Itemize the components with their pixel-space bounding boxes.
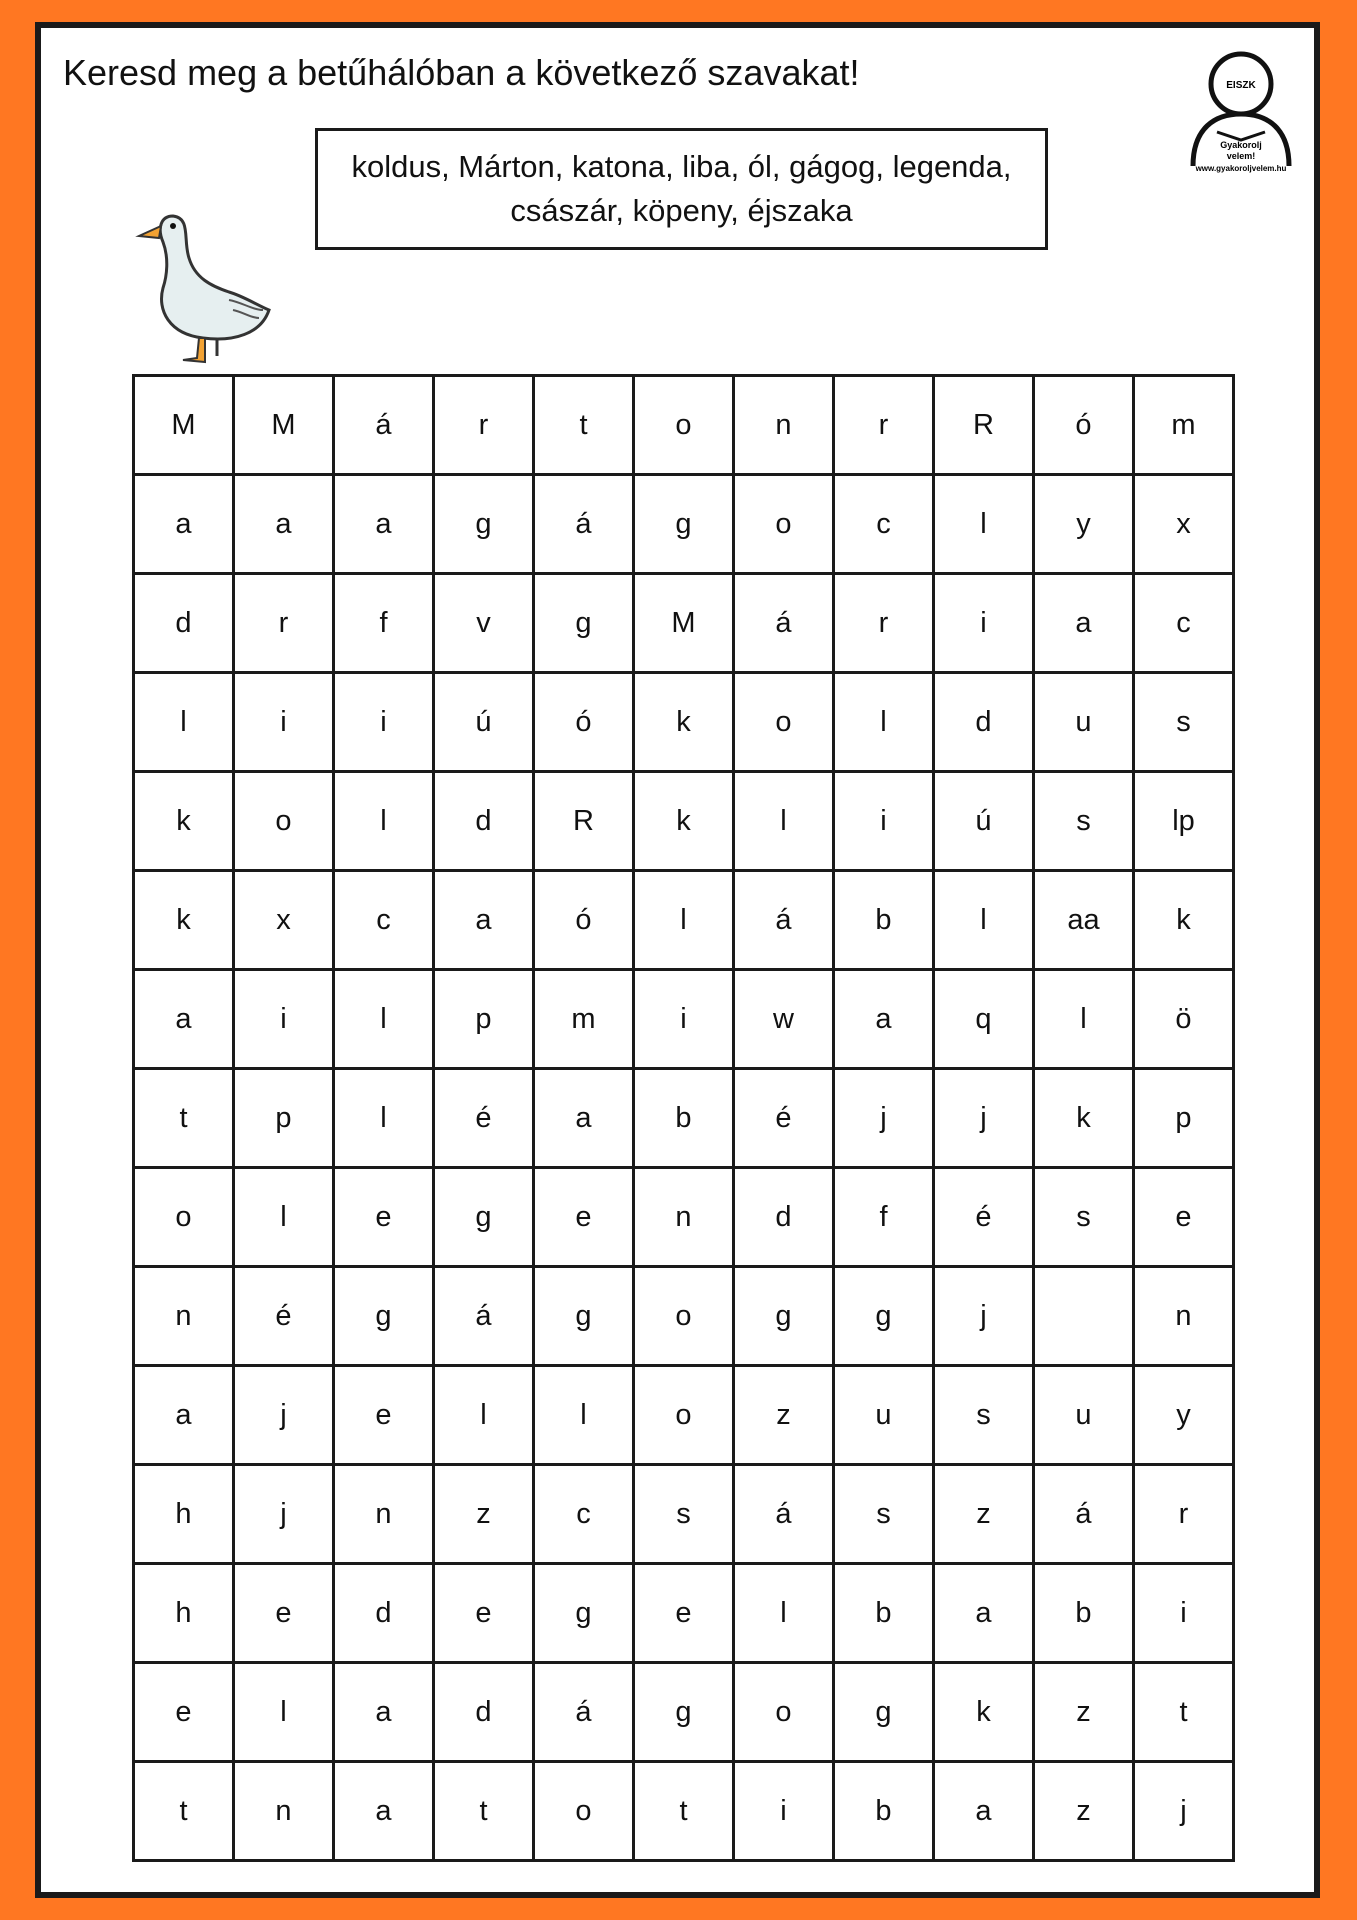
grid-cell: i <box>734 1762 834 1861</box>
grid-cell: l <box>934 871 1034 970</box>
grid-cell: t <box>534 376 634 475</box>
grid-cell: k <box>634 673 734 772</box>
grid-cell: l <box>434 1366 534 1465</box>
grid-cell: á <box>734 871 834 970</box>
grid-cell: z <box>1034 1762 1134 1861</box>
grid-cell: aa <box>1034 871 1134 970</box>
grid-cell: o <box>634 1366 734 1465</box>
grid-cell: n <box>1134 1267 1234 1366</box>
grid-row <box>134 1069 1234 1168</box>
grid-cell: r <box>834 574 934 673</box>
grid-cell: l <box>734 1564 834 1663</box>
grid-cell: g <box>334 1267 434 1366</box>
grid-cell: g <box>434 1168 534 1267</box>
grid-cell: ö <box>1134 970 1234 1069</box>
grid-cell: h <box>134 1564 234 1663</box>
grid-row <box>134 772 1234 871</box>
word-list-box <box>315 128 1048 250</box>
grid-cell: g <box>634 1663 734 1762</box>
grid-cell: e <box>1134 1168 1234 1267</box>
grid-cell: l <box>1034 970 1134 1069</box>
grid-cell: q <box>934 970 1034 1069</box>
grid-cell: h <box>134 1465 234 1564</box>
grid-row <box>134 574 1234 673</box>
goose-icon <box>133 188 283 368</box>
grid-cell: i <box>334 673 434 772</box>
grid-cell: l <box>134 673 234 772</box>
grid-cell: l <box>334 970 434 1069</box>
grid-cell: k <box>1134 871 1234 970</box>
grid-cell: ó <box>534 871 634 970</box>
grid-cell: n <box>334 1465 434 1564</box>
grid-cell: lp <box>1134 772 1234 871</box>
grid-row <box>134 673 1234 772</box>
grid-cell: l <box>234 1663 334 1762</box>
grid-cell: z <box>1034 1663 1134 1762</box>
grid-cell: c <box>834 475 934 574</box>
grid-cell: k <box>134 871 234 970</box>
grid-cell: b <box>834 871 934 970</box>
grid-cell: u <box>1034 673 1134 772</box>
grid-cell: n <box>634 1168 734 1267</box>
grid-cell: j <box>934 1267 1034 1366</box>
grid-cell: g <box>534 1564 634 1663</box>
grid-cell: u <box>834 1366 934 1465</box>
grid-cell: l <box>934 475 1034 574</box>
grid-cell: l <box>634 871 734 970</box>
word-list-line-2: császár, köpeny, éjszaka <box>510 193 853 228</box>
grid-cell: s <box>834 1465 934 1564</box>
logo-url: www.gyakoroljvelem.hu <box>1195 164 1287 173</box>
grid-cell: d <box>134 574 234 673</box>
grid-cell: a <box>1034 574 1134 673</box>
grid-cell: j <box>834 1069 934 1168</box>
grid-cell: g <box>734 1267 834 1366</box>
grid-cell: e <box>334 1366 434 1465</box>
grid-cell: x <box>234 871 334 970</box>
grid-cell: a <box>134 970 234 1069</box>
grid-cell: z <box>934 1465 1034 1564</box>
grid-cell: r <box>234 574 334 673</box>
grid-cell: ó <box>1034 376 1134 475</box>
grid-cell: M <box>134 376 234 475</box>
grid-cell: a <box>334 1762 434 1861</box>
grid-cell: s <box>934 1366 1034 1465</box>
grid-cell: b <box>834 1564 934 1663</box>
grid-cell: i <box>1134 1564 1234 1663</box>
grid-row <box>134 376 1234 475</box>
grid-row <box>134 1168 1234 1267</box>
grid-cell: o <box>734 673 834 772</box>
grid-cell: á <box>534 475 634 574</box>
grid-cell: e <box>134 1663 234 1762</box>
grid-cell: o <box>134 1168 234 1267</box>
grid-cell: j <box>234 1366 334 1465</box>
grid-cell: c <box>1134 574 1234 673</box>
grid-cell: g <box>534 1267 634 1366</box>
grid-cell: e <box>234 1564 334 1663</box>
grid-cell: n <box>734 376 834 475</box>
grid-cell: n <box>234 1762 334 1861</box>
grid-cell: y <box>1034 475 1134 574</box>
grid-cell: p <box>434 970 534 1069</box>
grid-cell: a <box>934 1564 1034 1663</box>
grid-cell: l <box>234 1168 334 1267</box>
grid-cell: R <box>934 376 1034 475</box>
grid-cell: i <box>234 673 334 772</box>
grid-cell: á <box>434 1267 534 1366</box>
grid-cell: ú <box>434 673 534 772</box>
grid-cell: w <box>734 970 834 1069</box>
grid-cell: a <box>134 1366 234 1465</box>
grid-row <box>134 970 1234 1069</box>
grid-row <box>134 1762 1234 1861</box>
grid-cell: a <box>234 475 334 574</box>
grid-cell: y <box>1134 1366 1234 1465</box>
grid-cell: v <box>434 574 534 673</box>
grid-cell: d <box>434 772 534 871</box>
grid-cell: b <box>1034 1564 1134 1663</box>
grid-cell: p <box>234 1069 334 1168</box>
grid-row <box>134 1663 1234 1762</box>
grid-cell: o <box>534 1762 634 1861</box>
grid-cell: b <box>634 1069 734 1168</box>
grid-cell: c <box>534 1465 634 1564</box>
grid-cell: s <box>1034 772 1134 871</box>
grid-cell: ú <box>934 772 1034 871</box>
grid-cell: j <box>934 1069 1034 1168</box>
grid-cell: t <box>134 1069 234 1168</box>
grid-cell: l <box>534 1366 634 1465</box>
grid-row <box>134 1564 1234 1663</box>
grid-row <box>134 1267 1234 1366</box>
grid-cell: ó <box>534 673 634 772</box>
grid-cell: i <box>634 970 734 1069</box>
grid-cell: t <box>434 1762 534 1861</box>
grid-cell: a <box>134 475 234 574</box>
grid-cell: é <box>434 1069 534 1168</box>
logo-line-2: velem! <box>1226 151 1256 161</box>
word-search-grid <box>132 374 1235 1862</box>
grid-cell: s <box>634 1465 734 1564</box>
grid-cell: a <box>334 475 434 574</box>
grid-cell: e <box>334 1168 434 1267</box>
grid-cell: á <box>734 1465 834 1564</box>
grid-cell: t <box>634 1762 734 1861</box>
worksheet-page <box>35 22 1320 1898</box>
grid-cell: l <box>334 772 434 871</box>
grid-cell: á <box>734 574 834 673</box>
grid-cell: d <box>434 1663 534 1762</box>
grid-cell: M <box>634 574 734 673</box>
grid-cell: a <box>834 970 934 1069</box>
grid-cell: l <box>334 1069 434 1168</box>
grid-cell: e <box>634 1564 734 1663</box>
grid-cell: z <box>734 1366 834 1465</box>
grid-cell: r <box>834 376 934 475</box>
grid-cell: d <box>734 1168 834 1267</box>
grid-cell: i <box>234 970 334 1069</box>
grid-cell: a <box>534 1069 634 1168</box>
grid-cell: k <box>634 772 734 871</box>
grid-cell: r <box>434 376 534 475</box>
grid-cell: u <box>1034 1366 1134 1465</box>
grid-cell: e <box>534 1168 634 1267</box>
grid-cell: a <box>434 871 534 970</box>
grid-cell: j <box>234 1465 334 1564</box>
grid-cell: g <box>634 475 734 574</box>
grid-cell: b <box>834 1762 934 1861</box>
grid-cell <box>1034 1267 1134 1366</box>
grid-cell: m <box>534 970 634 1069</box>
grid-cell: f <box>834 1168 934 1267</box>
grid-cell: x <box>1134 475 1234 574</box>
grid-cell: s <box>1034 1168 1134 1267</box>
grid-cell: k <box>934 1663 1034 1762</box>
grid-cell: l <box>834 673 934 772</box>
grid-cell: p <box>1134 1069 1234 1168</box>
word-list-line-1: koldus, Márton, katona, liba, ól, gágog, legenda, <box>351 149 1012 184</box>
grid-cell: r <box>1134 1465 1234 1564</box>
grid-cell: o <box>734 475 834 574</box>
grid-cell: k <box>1034 1069 1134 1168</box>
grid-cell: o <box>234 772 334 871</box>
grid-cell: o <box>634 1267 734 1366</box>
grid-cell: l <box>734 772 834 871</box>
page-title: Keresd meg a betűhálóban a következő szavakat! <box>63 52 860 93</box>
grid-cell: n <box>134 1267 234 1366</box>
grid-cell: o <box>634 376 734 475</box>
grid-cell: d <box>334 1564 434 1663</box>
grid-cell: a <box>934 1762 1034 1861</box>
grid-cell: f <box>334 574 434 673</box>
grid-cell: g <box>834 1267 934 1366</box>
grid-cell: R <box>534 772 634 871</box>
grid-cell: g <box>434 475 534 574</box>
grid-cell: m <box>1134 376 1234 475</box>
grid-cell: é <box>934 1168 1034 1267</box>
grid-cell: g <box>534 574 634 673</box>
grid-cell: á <box>1034 1465 1134 1564</box>
grid-cell: é <box>734 1069 834 1168</box>
grid-cell: M <box>234 376 334 475</box>
logo-top-text: EISZK <box>1226 80 1256 91</box>
grid-row <box>134 1465 1234 1564</box>
grid-cell: t <box>1134 1663 1234 1762</box>
grid-cell: a <box>334 1663 434 1762</box>
grid-cell: o <box>734 1663 834 1762</box>
grid-cell: t <box>134 1762 234 1861</box>
grid-cell: z <box>434 1465 534 1564</box>
grid-cell: j <box>1134 1762 1234 1861</box>
grid-row <box>134 1366 1234 1465</box>
grid-cell: i <box>934 574 1034 673</box>
grid-cell: á <box>334 376 434 475</box>
grid-cell: d <box>934 673 1034 772</box>
gyakorolj-velem-logo <box>1189 48 1309 178</box>
grid-cell: é <box>234 1267 334 1366</box>
grid-cell: c <box>334 871 434 970</box>
logo-line-1: Gyakorolj <box>1220 140 1262 150</box>
grid-cell: á <box>534 1663 634 1762</box>
grid-cell: i <box>834 772 934 871</box>
grid-cell: k <box>134 772 234 871</box>
grid-cell: e <box>434 1564 534 1663</box>
grid-cell: g <box>834 1663 934 1762</box>
grid-cell: s <box>1134 673 1234 772</box>
grid-row <box>134 475 1234 574</box>
grid-row <box>134 871 1234 970</box>
